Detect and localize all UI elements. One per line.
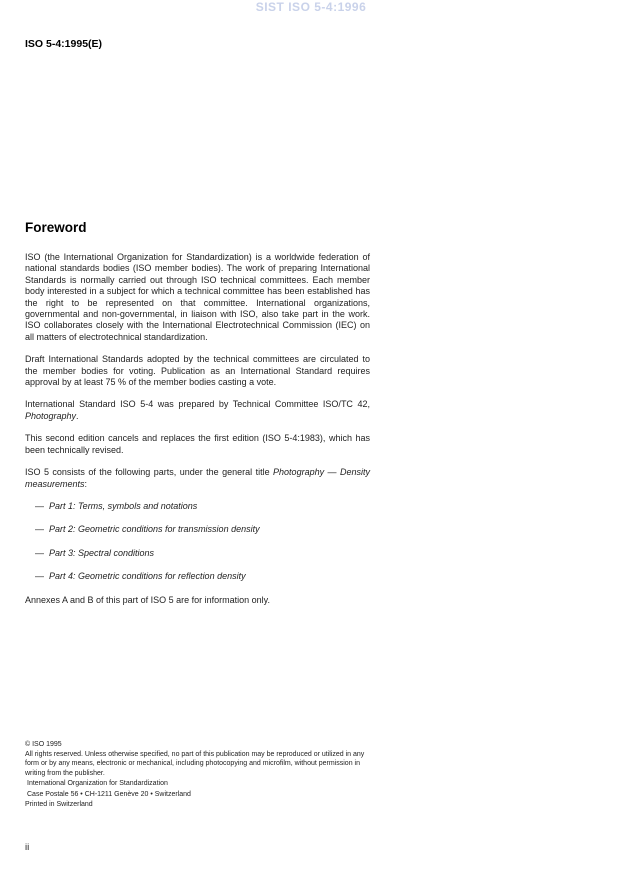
printed-in: Printed in Switzerland xyxy=(25,801,93,808)
list-item xyxy=(35,501,370,512)
committee-title: Photography xyxy=(25,410,77,421)
paragraph-prepared-by xyxy=(25,399,370,422)
rights-notice: All rights reserved. Unless otherwise specified, no part of this publication may be reproduced or utilized in any form or by any means, electronic or mechanical, including photocopying and microfilm, without permission in writing from the publisher. xyxy=(25,750,365,777)
paragraph-iso-intro: ISO (the International Organization for Standardization) is a worldwide federation of national standards bodies (ISO member bodies). The work of preparing International Standards is normally carried out through ISO technical committees. Each member body interested in a subject for which a technical committee has been established has the right to be represented on that committee. International organizations, governmental and non-governmental, in liaison with ISO, also take part in the work. ISO collaborates closely with the International Electrotechnical Commission (IEC) on all matters of electrotechnical standardization. xyxy=(25,252,370,342)
dash-mark: — xyxy=(35,571,44,582)
copyright-line: © ISO 1995 xyxy=(25,741,62,748)
general-title: Photography — Density measurements xyxy=(25,467,370,489)
list-item xyxy=(35,571,370,582)
paragraph-edition: This second edition cancels and replaces the first edition (ISO 5-4:1983), which has been technically revised. xyxy=(25,433,370,455)
dash-mark: — xyxy=(35,524,44,535)
part-label: Part 4: Geometric conditions for reflection density xyxy=(49,571,246,582)
paragraph-annexes: Annexes A and B of this part of ISO 5 are for information only. xyxy=(25,594,270,605)
prepared-by-end: . xyxy=(76,410,79,421)
prepared-by-text: International Standard ISO 5-4 was prepared by Technical Committee ISO/TC 42, xyxy=(25,399,370,410)
list-item xyxy=(35,524,370,535)
part-label: Part 1: Terms, symbols and notations xyxy=(49,500,198,511)
paragraph-draft-standards: Draft International Standards adopted by the technical committees are circulated to the member bodies for voting. Publication as an International Standard requires approval by at least 75 % of the member bodies casting a vote. xyxy=(25,354,370,388)
page-title: Foreword xyxy=(25,220,87,235)
part-label: Part 2: Geometric conditions for transmission density xyxy=(49,524,260,535)
parts-intro-end: : xyxy=(84,478,88,489)
address-line-1: International Organization for Standardization xyxy=(27,780,168,787)
page-number: ii xyxy=(25,842,30,853)
paragraph-parts-intro xyxy=(25,467,370,490)
part-label: Part 3: Spectral conditions xyxy=(49,547,155,558)
dash-mark: — xyxy=(35,500,44,511)
list-item xyxy=(35,548,370,559)
parts-list xyxy=(25,501,370,583)
address-line-2: Case Postale 56 • CH-1211 Genève 20 • Switzerland xyxy=(27,790,191,798)
parts-intro-text: ISO 5 consists of the following parts, under the general title xyxy=(25,467,274,478)
document-id: ISO 5-4:1995(E) xyxy=(25,38,103,50)
copyright-block xyxy=(25,740,375,810)
foreword-body xyxy=(25,252,370,617)
watermark: SIST ISO 5-4:1996 xyxy=(255,0,367,14)
dash-mark: — xyxy=(35,547,44,558)
